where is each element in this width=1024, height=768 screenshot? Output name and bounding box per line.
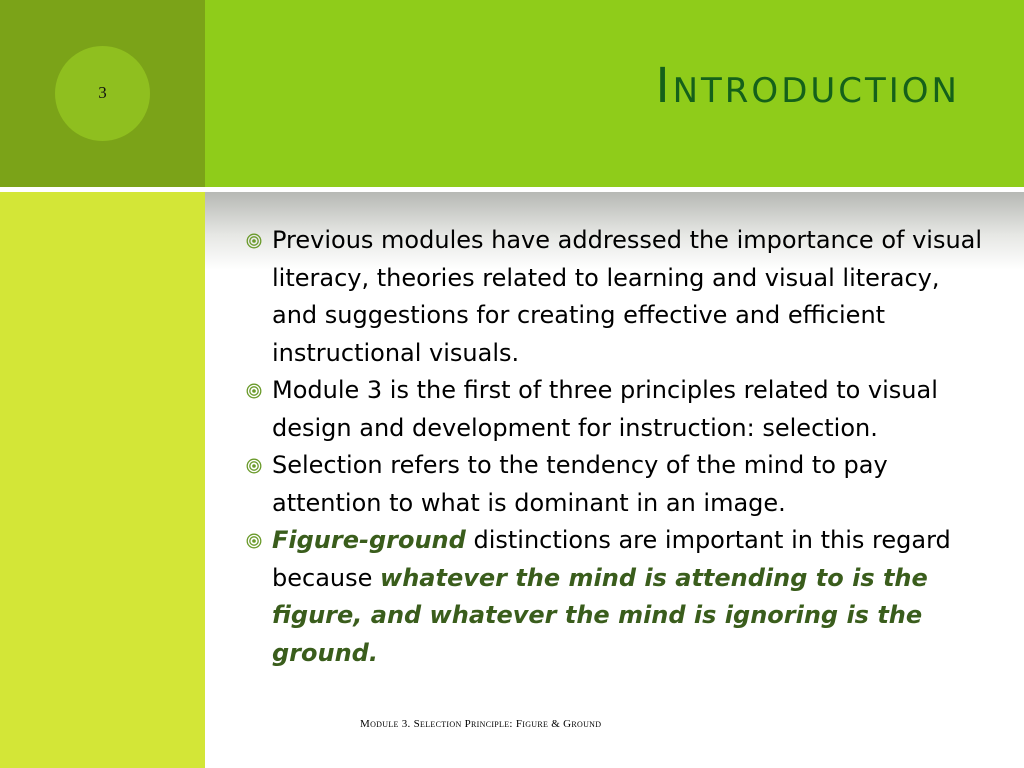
bullet-item <box>244 447 984 522</box>
slide-number: 3 <box>98 82 107 102</box>
bullet-item <box>244 222 984 372</box>
slide-footer: Module 3. Selection Principle: Figure & Ground <box>360 718 602 730</box>
slide-title: Introduction <box>655 58 960 114</box>
circle-target-icon <box>246 383 262 399</box>
emphasis-definition: whatever the mind is attending to is the figure, and whatever the mind is ignoring is the ground. <box>272 563 928 667</box>
circle-target-icon <box>246 233 262 249</box>
bullet-item <box>244 522 984 672</box>
bullet-text: distinctions are important in this regard because <box>272 526 951 592</box>
bullet-text: Previous modules have addressed the importance of visual literacy, theories related to learning and visual literacy, and suggestions for creating effective and efficient instructional visuals. <box>272 226 983 367</box>
bullet-list <box>244 222 984 672</box>
emphasis-term: Figure-ground <box>272 526 466 554</box>
sidebar-bottom-panel <box>0 187 205 768</box>
bullet-item <box>244 372 984 447</box>
bullet-text: Selection refers to the tendency of the mind to pay attention to what is dominant in an image. <box>272 451 888 517</box>
circle-target-icon <box>246 458 262 474</box>
circle-target-icon <box>246 533 262 549</box>
slide-number-badge <box>55 46 150 141</box>
bullet-text: Module 3 is the first of three principles related to visual design and development for instruction: selection. <box>272 376 938 442</box>
